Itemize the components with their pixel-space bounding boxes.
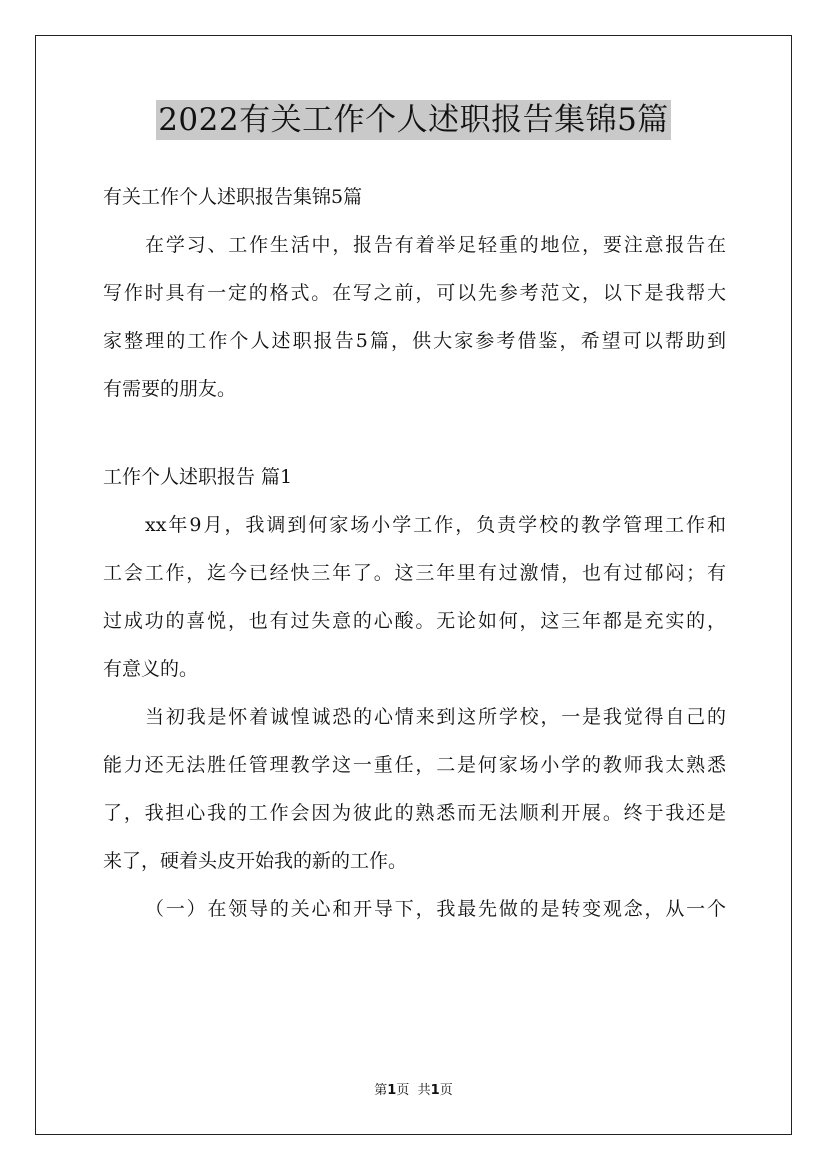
paragraph-line: 写作时具有一定的格式。在写之前，可以先参考范文，以下是我帮大 (103, 282, 726, 304)
section-heading: 工作个人述职报告 篇1 (103, 466, 293, 488)
paragraph-line: 过成功的喜悦，也有过失意的心酸。无论如何，这三年都是充实的， (103, 610, 726, 632)
footer-total-number: 1 (430, 1083, 440, 1098)
paragraph-line: 家整理的工作个人述职报告5篇，供大家参考借鉴，希望可以帮助到 (103, 330, 726, 352)
paragraph-line: （一）在领导的关心和开导下，我最先做的是转变观念，从一个 (145, 898, 726, 920)
paragraph-line: 工会工作，迄今已经快三年了。这三年里有过激情，也有过郁闷；有 (103, 562, 726, 584)
footer-total-prefix: 共 (417, 1083, 431, 1098)
section-spacer (103, 413, 726, 453)
body-paragraph-3 (103, 885, 726, 933)
paragraph-line: 有意义的。 (103, 658, 199, 680)
paragraph-line: 了，我担心我的工作会因为彼此的熟悉而无法顺利开展。终于我还是 (103, 802, 726, 824)
paragraph-line: 能力还无法胜任管理教学这一重任，二是何家场小学的教师我太熟悉 (103, 754, 726, 776)
body-paragraph-1 (103, 501, 726, 693)
paragraph-line: 来了，硬着头皮开始我的新的工作。 (103, 850, 408, 872)
document-subtitle: 有关工作个人述职报告集锦5篇 (103, 186, 363, 208)
footer-total-suffix: 页 (439, 1083, 453, 1098)
body-paragraph-2 (103, 693, 726, 885)
paragraph-line: 当初我是怀着诚惶诚恐的心情来到这所学校，一是我觉得自己的 (145, 706, 726, 728)
paragraph-line: 在学习、工作生活中，报告有着举足轻重的地位，要注意报告在 (145, 234, 726, 256)
intro-paragraph (103, 221, 726, 413)
document-body (103, 173, 726, 933)
footer-page-number: 1 (387, 1083, 397, 1098)
footer-page-suffix: 页 (396, 1083, 410, 1098)
paragraph-line: 有需要的朋友。 (103, 378, 237, 400)
footer-page-prefix: 第 (374, 1083, 388, 1098)
paragraph-line: xx年9月，我调到何家场小学工作，负责学校的教学管理工作和 (145, 514, 726, 536)
title-container (0, 100, 827, 140)
document-title: 2022有关工作个人述职报告集锦5篇 (158, 102, 669, 138)
page-footer (0, 1083, 827, 1099)
